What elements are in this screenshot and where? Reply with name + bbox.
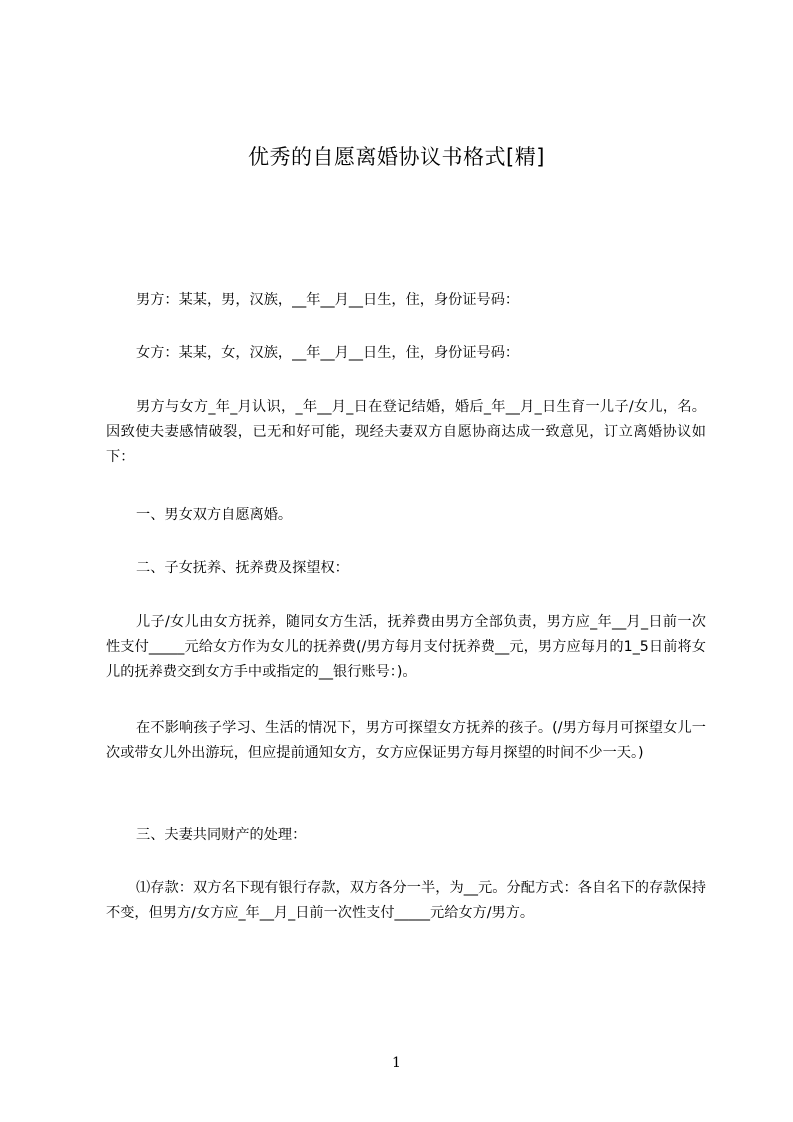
document-title: 优秀的自愿离婚协议书格式[精]	[248, 145, 545, 169]
paragraph-clause-3-heading: 三、夫妻共同财产的处理：	[136, 827, 307, 843]
page-number: 1	[392, 1055, 401, 1071]
paragraph-child-support: 儿子/女儿由女方抚养，随同女方生活，抚养费由男方全部负责，男方应_年__月_日前一次性支付_____元给女方作为女儿的抚养费(/男方每月支付抚养费__元，男方应每月的1_5日前将女儿的抚养费交到女方手中或指定的__银行账号：)。	[106, 614, 706, 680]
paragraph-visitation: 在不影响孩子学习、生活的情况下，男方可探望女方抚养的孩子。(/男方每月可探望女儿一次或带女儿外出游玩，但应提前通知女方，女方应保证男方每月探望的时间不少一天。)	[106, 720, 706, 761]
paragraph-clause-1: 一、男女双方自愿离婚。	[136, 507, 293, 523]
paragraph-marriage-background: 男方与女方_年_月认识，_年__月_日在登记结婚，婚后_年__月_日生育一儿子/女儿，名。因致使夫妻感情破裂，已无和好可能，现经夫妻双方自愿协商达成一致意见，订立离婚协议如下：	[106, 399, 706, 465]
paragraph-female-party: 女方：某某，女，汉族，__年__月__日生，住，身份证号码：	[136, 345, 520, 361]
paragraph-deposits: ⑴存款：双方名下现有银行存款，双方各分一半，为__元。分配方式：各自名下的存款保持不变，但男方/女方应_年__月_日前一次性支付_____元给女方/男方。	[106, 880, 706, 921]
paragraph-clause-2-heading: 二、子女抚养、抚养费及探望权：	[136, 560, 349, 576]
paragraph-male-party: 男方：某某，男，汉族，__年__月__日生，住，身份证号码：	[136, 292, 520, 308]
